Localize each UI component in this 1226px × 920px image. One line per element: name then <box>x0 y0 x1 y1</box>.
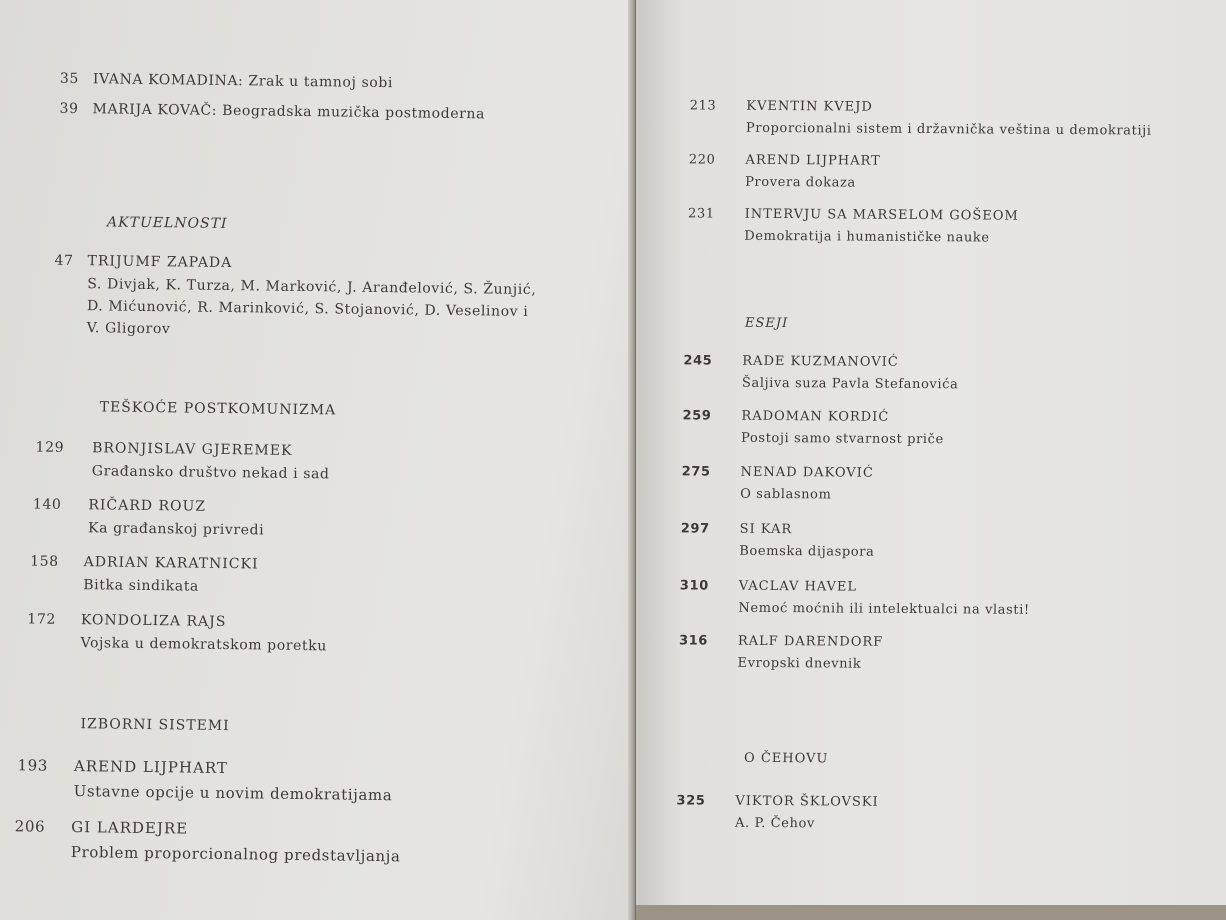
entry-author: NENAD DAKOVIĆ <box>740 464 874 481</box>
entry-author: SI KAR <box>739 521 793 538</box>
table-surface <box>636 905 1226 920</box>
page-number: 245 <box>683 353 713 369</box>
entry-text: IVANA KOMADINA: Zrak u tamnoj sobi <box>92 71 394 92</box>
section-heading: IZBORNI SISTEMI <box>80 716 230 735</box>
page-number: 316 <box>678 633 709 649</box>
entry-title: Proporcionalni sistem i državnička veština u demokratiji <box>745 120 1152 139</box>
entry-author: RIČARD ROUZ <box>88 497 207 515</box>
show-through-text <box>431 526 604 728</box>
right-page-content <box>636 0 1226 920</box>
entry-author: ADRIAN KARATNICKI <box>83 554 259 573</box>
entry-author: KVENTIN KVEJD <box>746 98 873 115</box>
entry-title: Građansko društvo nekad i sad <box>91 463 330 483</box>
entry-line: V. Gligorov <box>86 320 171 338</box>
page-number: 172 <box>27 611 56 628</box>
page-number: 310 <box>679 578 709 594</box>
entry-title: Šaljiva suza Pavla Stefanovića <box>741 375 959 393</box>
page-number: 193 <box>17 756 49 775</box>
entry-title: Demokratija i humanističke nauke <box>744 228 990 246</box>
entry-title: Ustavne opcije u novim demokratijama <box>73 782 393 805</box>
entry-title: Nemoć moćnih ili intelektualci na vlasti! <box>738 600 1030 618</box>
entry-title: A. P. Čehov <box>734 815 816 832</box>
entry-title: Problem proporcionalnog predstavljanja <box>70 843 401 866</box>
page-number: 206 <box>14 817 46 836</box>
entry-author: TRIJUMF ZAPADA <box>87 253 233 272</box>
page-number: 220 <box>688 152 716 168</box>
entry-author: GI LARDEJRE <box>71 818 189 838</box>
page-number: 39 <box>59 100 79 118</box>
section-heading: TEŠKOĆE POSTKOMUNIZMA <box>99 399 337 419</box>
entry-title: Bitka sindikata <box>83 577 200 595</box>
entry-author: RADOMAN KORDIĆ <box>741 408 890 425</box>
entry-title: Boemska dijaspora <box>739 543 875 560</box>
entry-line: D. Mićunović, R. Marinković, S. Stojanović, D. Veselinov i <box>86 298 529 320</box>
entry-title: Vojska u demokratskom poretku <box>80 635 328 655</box>
entry-line: S. Divjak, K. Turza, M. Marković, J. Aranđelović, S. Žunjić, <box>87 276 537 299</box>
entry-title: O sablasnom <box>740 486 832 503</box>
page-number: 47 <box>54 252 74 269</box>
entry-author: AREND LIJPHART <box>745 152 881 169</box>
entry-title: Evropski dnevnik <box>737 655 862 672</box>
entry-author: BRONJISLAV GJEREMEK <box>92 440 293 459</box>
section-heading: O ČEHOVU <box>743 750 829 767</box>
entry-author: VIKTOR ŠKLOVSKI <box>735 793 879 810</box>
entry-author: VACLAV HAVEL <box>738 578 858 595</box>
page-number: 129 <box>35 439 65 456</box>
entry-author: RADE KUZMANOVIĆ <box>742 353 899 370</box>
page-number: 259 <box>682 408 712 424</box>
page-number: 275 <box>681 464 711 480</box>
entry-title: Ka građanskoj privredi <box>87 520 265 539</box>
right-page <box>636 0 1226 920</box>
page-number: 35 <box>59 70 80 88</box>
page-number: 140 <box>32 496 62 513</box>
entry-author: KONDOLIZA RAJS <box>80 612 227 631</box>
entry-title: Postoji samo stvarnost priče <box>740 430 944 448</box>
entry-author: RALF DARENDORF <box>737 633 884 650</box>
entry-author: INTERVJU SA MARSELOM GOŠEOM <box>744 206 1019 224</box>
section-heading: ESEJI <box>744 315 789 332</box>
page-number: 231 <box>687 206 715 222</box>
page-number: 213 <box>689 98 717 114</box>
entry-author: AREND LIJPHART <box>73 757 229 778</box>
page-number: 325 <box>676 793 706 809</box>
entry-title: Provera dokaza <box>745 174 856 191</box>
page-number: 297 <box>680 521 710 537</box>
page-number: 158 <box>30 553 59 570</box>
section-heading: AKTUELNOSTI <box>106 214 228 232</box>
entry-text: MARIJA KOVAČ: Beogradska muzička postmoderna <box>92 101 486 123</box>
